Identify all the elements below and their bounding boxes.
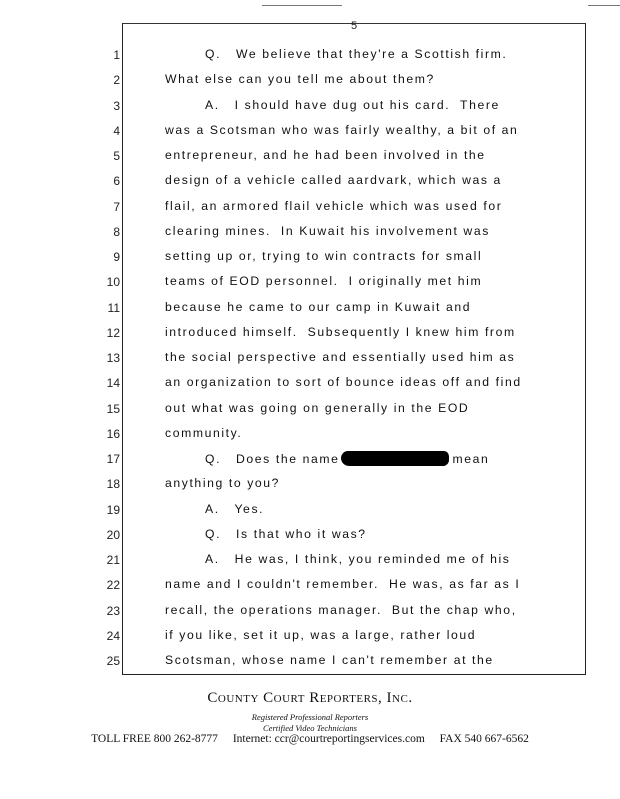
line-text: Q. Does the name — [205, 452, 340, 466]
line-text: What else can you tell me about them? — [165, 72, 435, 87]
line-number: 2 — [113, 73, 120, 88]
transcript-line — [165, 148, 486, 162]
transcript-line — [205, 502, 264, 516]
line-number: 24 — [106, 628, 120, 643]
line-text: setting up or, trying to win contracts for small — [165, 249, 483, 263]
transcript-line — [165, 350, 515, 364]
line-text: clearing mines. In Kuwait his involvement was — [165, 223, 490, 238]
line-text: an organization to sort of bounce ideas off and find — [165, 375, 522, 390]
line-number: 3 — [113, 98, 120, 113]
transcript-line — [205, 98, 500, 112]
transcript-line — [165, 401, 469, 415]
scan-artifact — [262, 5, 342, 6]
transcript-line — [165, 653, 494, 667]
transcript-line — [165, 249, 482, 263]
transcript-line — [205, 47, 507, 61]
line-number: 19 — [106, 502, 120, 517]
firm-tagline-video: Certified Video Technicians — [263, 723, 357, 733]
line-text: name and I couldn't remember. He was, as far as I — [165, 577, 521, 592]
line-number: 9 — [113, 250, 120, 264]
redaction-mark — [341, 451, 449, 466]
line-number: 7 — [113, 199, 120, 214]
line-text: flail, an armored flail vehicle which was used for — [165, 198, 503, 213]
line-number: 12 — [106, 325, 120, 340]
line-number: 25 — [106, 654, 120, 668]
line-text: teams of EOD personnel. I originally met him — [165, 274, 483, 289]
line-number: 8 — [113, 224, 120, 239]
line-text: the social perspective and essentially used him as — [165, 350, 516, 364]
line-text: recall, the operations manager. But the chap who, — [165, 602, 517, 617]
transcript-line — [165, 476, 280, 490]
line-text: community. — [165, 425, 243, 440]
line-text: Q. We believe that they're a Scottish firm. — [205, 47, 508, 61]
line-text: entrepreneur, and he had been involved in the — [165, 148, 486, 162]
line-number: 10 — [106, 275, 120, 290]
transcript-line — [165, 577, 520, 591]
line-number: 17 — [106, 452, 120, 466]
line-number: 1 — [113, 48, 120, 62]
line-text: if you like, set it up, was a large, rather loud — [165, 627, 477, 642]
firm-tagline-reporters: Registered Professional Reporters — [251, 712, 369, 722]
transcript-line — [165, 224, 490, 238]
transcript-line — [205, 527, 367, 541]
fax-number: FAX 540 667-6562 — [439, 733, 529, 745]
transcript-line — [165, 123, 518, 137]
line-number: 18 — [106, 477, 120, 492]
scan-artifact — [588, 5, 620, 6]
line-number: 21 — [106, 553, 120, 567]
line-text: design of a vehicle called aardvark, which was a — [165, 173, 502, 188]
internet-email: Internet: ccr@courtreportingservices.com — [232, 733, 425, 745]
transcript-line — [165, 72, 435, 86]
transcript-line — [165, 274, 482, 288]
line-number: 5 — [113, 149, 120, 163]
transcript-line — [165, 173, 502, 187]
page-number: 5 — [350, 20, 358, 32]
line-text: anything to you? — [165, 476, 281, 491]
transcript-line — [205, 552, 510, 566]
transcript-line — [165, 325, 516, 339]
transcript-line — [165, 603, 517, 617]
line-number: 15 — [106, 401, 120, 416]
line-text-after-redaction: mean — [452, 452, 490, 466]
line-text: was a Scotsman who was fairly wealthy, a bit of an — [165, 122, 519, 137]
line-text: Q. Is that who it was? — [205, 526, 367, 541]
line-text: because he came to our camp in Kuwait and — [165, 299, 472, 314]
firm-contact — [0, 733, 620, 745]
line-text: A. Yes. — [205, 501, 265, 516]
line-number: 11 — [107, 300, 120, 315]
line-number: 6 — [113, 174, 120, 189]
transcript-line — [205, 451, 489, 466]
line-text: A. I should have dug out his card. There — [205, 97, 500, 112]
line-text: A. He was, I think, you reminded me of his — [205, 552, 511, 566]
line-text: out what was going on generally in the EOD — [165, 400, 470, 415]
transcript-line — [165, 199, 502, 213]
line-number: 14 — [106, 376, 120, 391]
transcript-line — [165, 375, 522, 389]
line-number: 16 — [106, 426, 120, 441]
line-number: 4 — [113, 123, 120, 138]
line-text: introduced himself. Subsequently I knew him from — [165, 324, 516, 339]
firm-name: County Court Reporters, Inc. — [207, 690, 413, 706]
line-number: 22 — [106, 578, 120, 593]
line-number: 13 — [106, 351, 120, 365]
transcript-line — [165, 300, 471, 314]
line-number: 23 — [106, 603, 120, 618]
transcript-line — [165, 426, 242, 440]
transcript-line — [165, 628, 476, 642]
toll-free: TOLL FREE 800 262-8777 — [91, 733, 218, 745]
line-number: 20 — [106, 527, 120, 542]
line-text: Scotsman, whose name I can't remember at the — [165, 653, 494, 667]
